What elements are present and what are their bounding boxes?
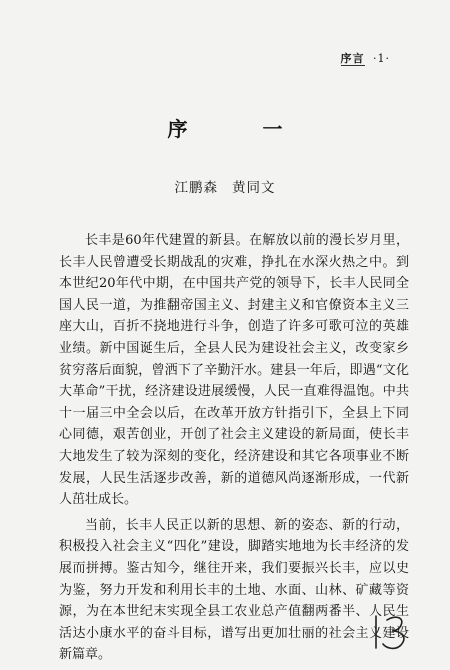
body-text <box>59 230 409 670</box>
running-header <box>341 50 391 66</box>
handwritten-mark <box>370 612 418 652</box>
author-name: 江鹏森 <box>174 180 218 196</box>
page-number: ·1· <box>373 52 390 65</box>
author-name: 黄同文 <box>232 180 276 196</box>
page-title: 序 一 <box>167 117 317 141</box>
paragraph: 长丰是60年代建置的新县。在解放以前的漫长岁月里，长丰人民曾遭受长期战乱的灾难，挣扎在水深火热之中。到本世纪20年代中期，在中国共产党的领导下，长丰人民同全国人民一道，为推翻帝国主义、封建主义和官僚资本主义三座大山，百折不挠地进行斗争，创造了许多可歌可泣的英雄业绩。新中国诞生后，全县人民为建设社会主义，改变家乡贫穷落后面貌，曾洒下了辛勤汗水。建县一年后，即遇“文化大革命”干扰，经济建设进展缓慢，人民一直难得温饱。中共十一届三中全会以后，在改革开放方针指引下，全县上下同心同德，艰苦创业，开创了社会主义建设的新局面，使长丰大地发生了较为深刻的变化，经济建设和其它各项事业不断发展，人民生活逐步改善，新的道德风尚逐渐形成，一代新人茁壮成长。 <box>59 233 409 508</box>
paragraph: 当前，长丰人民正以新的思想、新的姿态、新的行动，积极投入社会主义“四化”建设，脚踏实地地为长丰经济的发展而拼搏。鉴古知今，继往开来，我们要振兴长丰，应以史为鉴，努力开发和利用长丰的土地、水面、山林、矿藏等资源，为在本世纪末实现全县工农业总产值翻两番半、人民生活达小康水平的奋斗目标，谱写出更加壮丽的社会主义建设新篇章。 <box>59 517 409 663</box>
author-line <box>0 176 450 196</box>
running-header-title: 序言 <box>340 52 365 65</box>
